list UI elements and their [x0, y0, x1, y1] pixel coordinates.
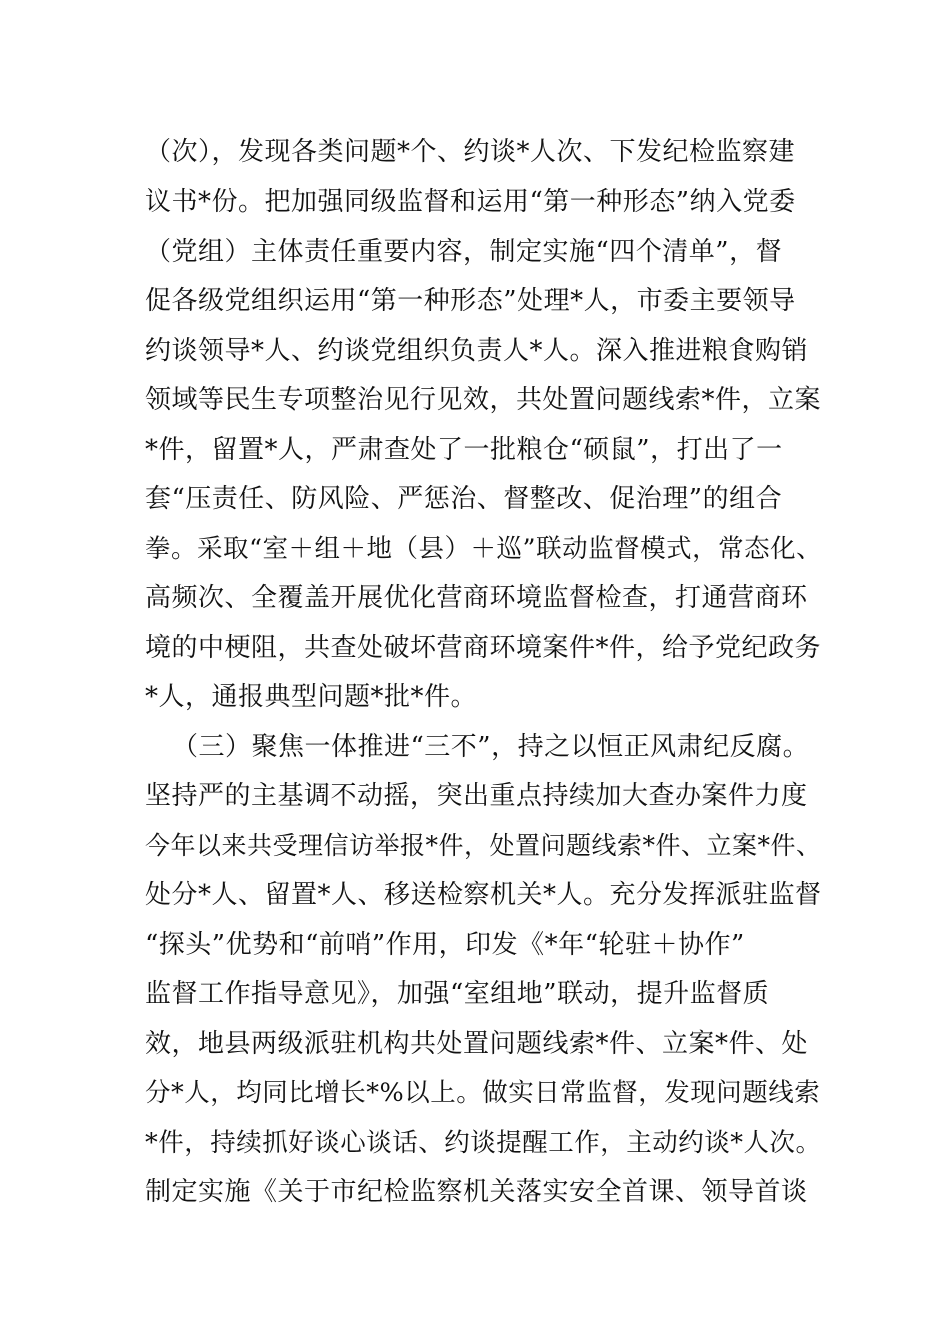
text-line: 监督工作指导意见》，加强“室组地”联动，提升监督质 — [145, 979, 770, 1009]
text-line: 处分*人、留置*人、移送检察机关*人。充分发挥派驻监督 — [145, 880, 822, 910]
text-line: 境的中梗阻，共查处破坏营商环境案件*件，给予党纪政务 — [145, 633, 822, 663]
text-line: 制定实施《关于市纪检监察机关落实安全首课、领导首谈 — [145, 1177, 808, 1207]
text-line: *件，留置*人，严肃查处了一批粮仓“硕鼠”，打出了一 — [145, 435, 783, 465]
text-line: （次），发现各类问题*个、约谈*人次、下发纪检监察建 — [145, 137, 796, 167]
text-line: “探头”优势和“前哨”作用，印发《*年“轮驻＋协作” — [145, 930, 745, 960]
text-line: 拳。采取“室＋组＋地（县）＋巡”联动监督模式，常态化、 — [145, 534, 823, 564]
text-line: 促各级党组织运用“第一种形态”处理*人，市委主要领导 — [145, 286, 796, 316]
text-line: 效，地县两级派驻机构共处置问题线索*件、立案*件、处 — [145, 1029, 809, 1059]
text-line: 约谈领导*人、约谈党组织负责人*人。深入推进粮食购销 — [145, 336, 809, 366]
text-line: 分*人，均同比增长*%以上。做实日常监督，发现问题线索 — [145, 1078, 821, 1108]
text-line: （党组）主体责任重要内容，制定实施“四个清单”，督 — [145, 237, 783, 267]
text-line: 高频次、全覆盖开展优化营商环境监督检查，打通营商环 — [145, 583, 808, 613]
text-line: *件，持续抓好谈心谈话、约谈提醒工作，主动约谈*人次。 — [145, 1128, 822, 1158]
text-line: 坚持严的主基调不动摇，突出重点持续加大查办案件力度 — [145, 781, 808, 811]
text-line: 领域等民生专项整治见行见效，共处置问题线索*件，立案 — [145, 385, 822, 415]
section-heading: （三）聚焦一体推进“三不”，持之以恒正风肃纪反腐。 — [172, 732, 810, 762]
text-line: 今年以来共受理信访举报*件，处置问题线索*件、立案*件、 — [145, 831, 822, 860]
text-line: 套“压责任、防风险、严惩治、督整改、促治理”的组合 — [145, 484, 783, 514]
text-line: 议书*份。把加强同级监督和运用“第一种形态”纳入党委 — [145, 187, 796, 217]
text-line: *人，通报典型问题*批*件。 — [145, 682, 478, 712]
